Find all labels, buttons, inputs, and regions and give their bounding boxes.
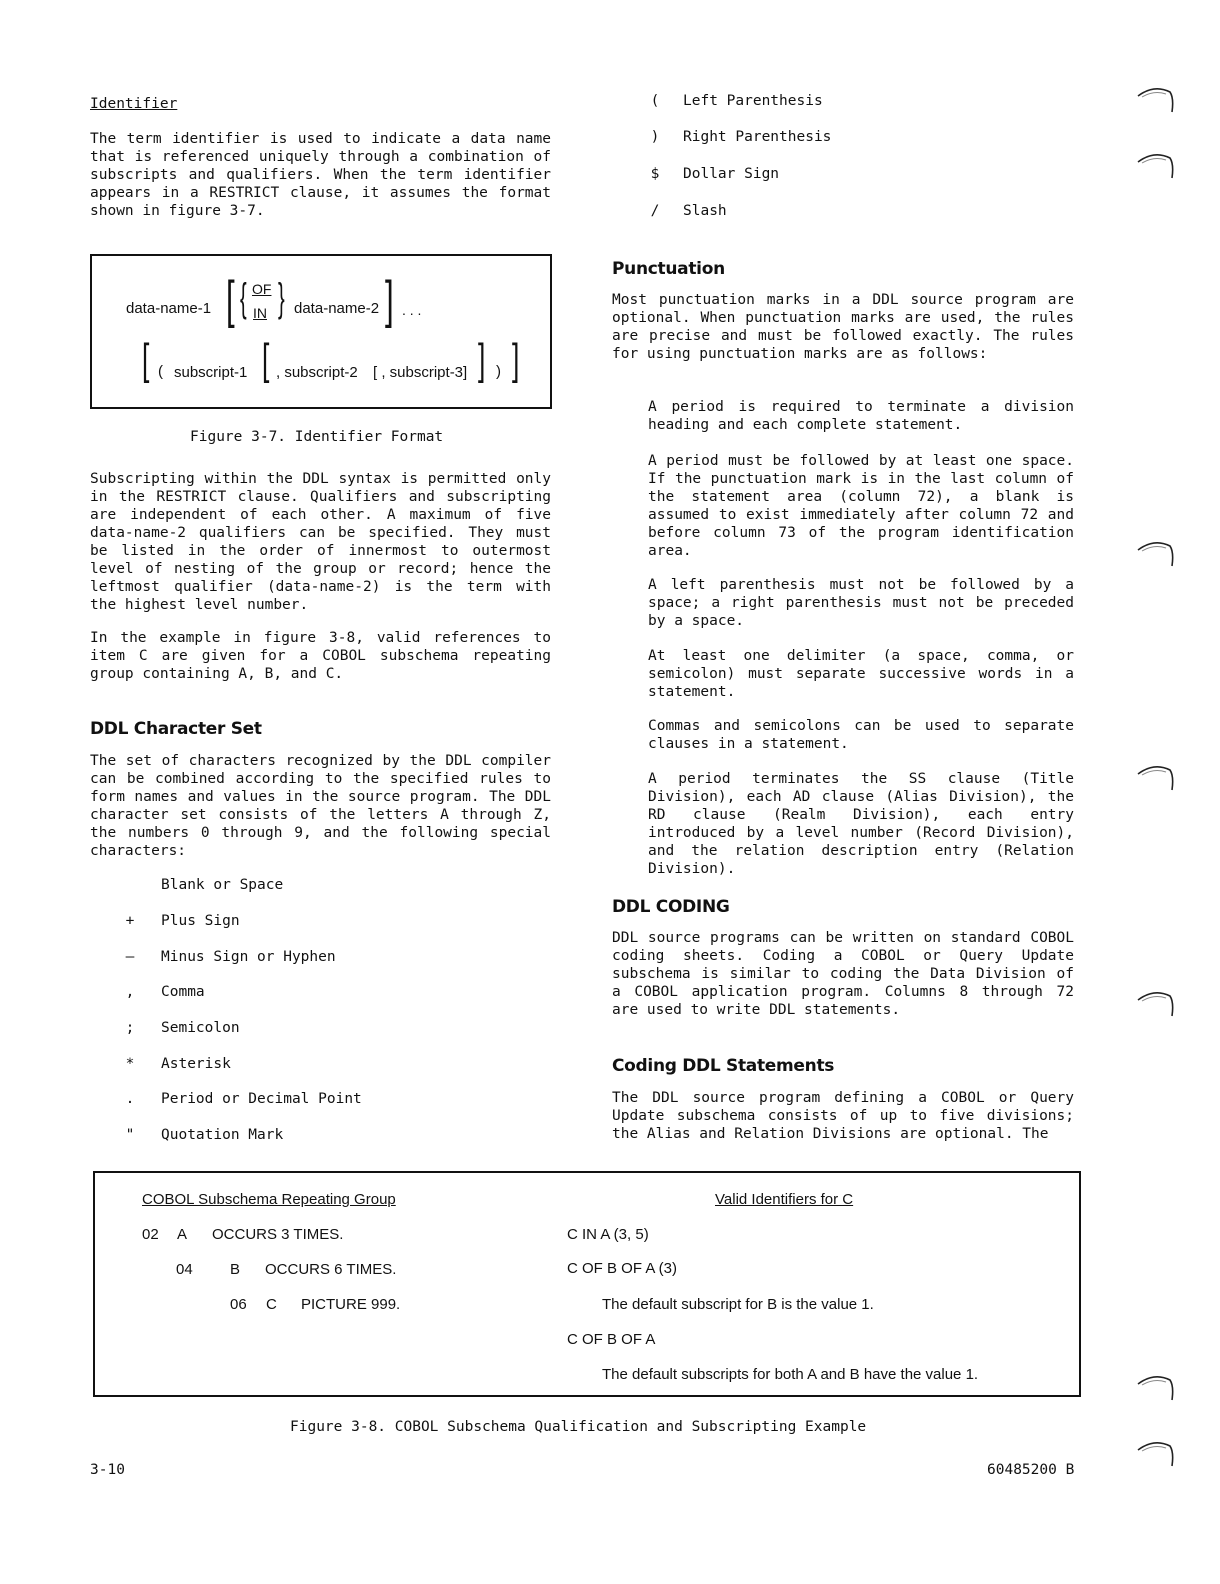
binder-hole-mark-icon (1136, 1438, 1176, 1468)
char-symbol: , (125, 984, 135, 1000)
char-symbol: – (125, 949, 135, 965)
group-name: A (177, 1226, 188, 1243)
identifier-paragraph: The term identifier is used to indicate a data name that is referenced uniquely through a combination of subscripts and qualifiers. When the term identifier appears in a RESTRICT clause, it assumes the format shown in figure 3-7. (90, 131, 551, 219)
punctuation-rule-1: A period is required to terminate a division heading and each complete statement. (648, 399, 1074, 433)
binder-hole-mark-icon (1136, 762, 1176, 792)
ddl-coding-heading: DDL CODING (612, 897, 730, 917)
char-description: Quotation Mark (161, 1127, 284, 1143)
identifier-1: C IN A (3, 5) (567, 1226, 649, 1243)
group-clause: OCCURS 6 TIMES. (265, 1261, 397, 1278)
fig38-left-header: COBOL Subschema Repeating Group (142, 1191, 396, 1208)
char-symbol: . (125, 1091, 135, 1107)
fig37-subscript-1: subscript-1 (174, 364, 248, 381)
punctuation-rule-4: At least one delimiter (a space, comma, or semicolon) must separate successive words in a statement. (648, 648, 1074, 700)
char-description: Dollar Sign (683, 166, 780, 182)
group-name: B (230, 1261, 241, 1278)
fig37-subscript-2: , subscript-2 (276, 364, 358, 381)
charset-paragraph: The set of characters recognized by the DDL compiler can be combined according to the specified rules to form names and values in the source program. The DDL character set consists of the letters A through Z, the numbers 0 through 9, and the following special characters: (90, 753, 551, 859)
identifier-3: C OF B OF A (567, 1331, 656, 1348)
group-name: C (266, 1296, 277, 1313)
identifier-heading: Identifier (90, 96, 178, 112)
document-number: 60485200 B (987, 1462, 1075, 1478)
fig37-data-name-1: data-name-1 (126, 300, 212, 317)
punctuation-paragraph: Most punctuation marks in a DDL source program are optional. When punctuation marks are used, the rules are precise and must be followed exactly. The rules for using punctuation marks are as follows: (612, 292, 1074, 362)
fig37-left-bracket: [ (226, 271, 235, 329)
fig37-data-name-2: data-name-2 (294, 300, 380, 317)
subscripting-paragraph: Subscripting within the DDL syntax is permitted only in the RESTRICT clause. Qualifiers and subscripting are independent of each other. A maximum of five data-name-2 qualifiers can be specified. They must be listed in the order of innermost to outermost level of nesting of the group or record; hence the leftmost qualifier (data-name-2) is the term with the highest level number. (90, 471, 551, 613)
fig37-right-bracket: ] (385, 271, 394, 329)
fig37-in: IN (253, 305, 267, 321)
fig37-row2-left-bracket: [ (142, 335, 150, 384)
fig37-left-brace: { (240, 276, 247, 320)
fig37-lparen: ( (158, 363, 163, 380)
char-description: Right Parenthesis (683, 129, 832, 145)
char-symbol: " (125, 1127, 135, 1143)
group-clause: PICTURE 999. (301, 1296, 401, 1313)
binder-hole-mark-icon (1136, 988, 1176, 1018)
group-level: 02 (142, 1226, 159, 1243)
figure-3-7-box (90, 254, 552, 409)
figure-3-8-caption: Figure 3-8. COBOL Subschema Qualification and Subscripting Example (290, 1419, 867, 1435)
char-symbol: ; (125, 1020, 135, 1036)
fig37-of: OF (252, 281, 272, 297)
group-clause: OCCURS 3 TIMES. (212, 1226, 344, 1243)
char-description: Slash (683, 203, 727, 219)
figure-3-8-box (93, 1171, 1081, 1397)
char-description: Asterisk (161, 1056, 231, 1072)
char-symbol: ( (650, 93, 660, 109)
char-description: Plus Sign (161, 913, 240, 929)
fig38-right-header: Valid Identifiers for C (715, 1191, 854, 1208)
punctuation-rule-5: Commas and semicolons can be used to separate clauses in a statement. (648, 718, 1074, 752)
binder-hole-mark-icon (1136, 84, 1176, 114)
fig37-ellipsis: . . . (402, 302, 422, 318)
binder-hole-mark-icon (1136, 150, 1176, 180)
identifier-2: C OF B OF A (3) (567, 1260, 678, 1277)
char-description: Blank or Space (161, 877, 284, 893)
punctuation-rule-2: A period must be followed by at least one space. If the punctuation mark is in the last column of the statement area (column 72), a blank is assumed to exist immediately after column 72 and before column 73 of the program identification area. (648, 453, 1074, 559)
fig37-inner-right-bracket: ] (478, 335, 486, 384)
identifier-2-note: The default subscript for B is the value 1. (602, 1296, 874, 1313)
char-symbol: + (125, 913, 135, 929)
punctuation-rule-6: A period terminates the SS clause (Title Division), each AD clause (Alias Division), the RD clause (Realm Division), each entry introduced by a level number (Record Division), and the relation description entry (Relation Division). (648, 771, 1074, 877)
fig37-right-brace: } (278, 276, 285, 320)
char-symbol: $ (650, 166, 660, 182)
ddl-coding-paragraph: DDL source programs can be written on standard COBOL coding sheets. Coding a COBOL or Query Update subschema is similar to coding the Data Division of a COBOL application program. Columns 8 through 72 are used to write DDL statements. (612, 930, 1074, 1018)
group-level: 06 (230, 1296, 247, 1313)
char-symbol: * (125, 1056, 135, 1072)
binder-hole-mark-icon (1136, 538, 1176, 568)
page-number: 3-10 (90, 1462, 125, 1478)
char-description: Period or Decimal Point (161, 1091, 362, 1107)
punctuation-rule-3: A left parenthesis must not be followed by a space; a right parenthesis must not be preceded by a space. (648, 577, 1074, 629)
punctuation-heading: Punctuation (612, 259, 725, 279)
char-symbol: ) (650, 129, 660, 145)
binder-hole-mark-icon (1136, 1372, 1176, 1402)
char-description: Comma (161, 984, 205, 1000)
identifier-3-note: The default subscripts for both A and B have the value 1. (602, 1366, 979, 1383)
fig37-rparen: ) (496, 363, 501, 380)
coding-statements-paragraph: The DDL source program defining a COBOL or Query Update subschema consists of up to five divisions; the Alias and Relation Divisions are optional. The (612, 1090, 1074, 1142)
char-description: Left Parenthesis (683, 93, 823, 109)
special-chars-list-left (120, 876, 540, 1156)
char-symbol: / (650, 203, 660, 219)
coding-statements-heading: Coding DDL Statements (612, 1056, 835, 1076)
fig37-row2-right-bracket: ] (512, 335, 520, 384)
char-description: Minus Sign or Hyphen (161, 949, 336, 965)
example-paragraph: In the example in figure 3-8, valid references to item C are given for a COBOL subschema repeating group containing A, B, and C. (90, 630, 551, 682)
charset-heading: DDL Character Set (90, 719, 262, 739)
fig37-subscript-3: [ , subscript-3] (373, 364, 468, 381)
char-description: Semicolon (161, 1020, 240, 1036)
fig37-inner-left-bracket: [ (262, 335, 270, 384)
figure-3-7-caption: Figure 3-7. Identifier Format (190, 429, 444, 445)
group-level: 04 (176, 1261, 193, 1278)
special-chars-list-right (645, 92, 1065, 232)
